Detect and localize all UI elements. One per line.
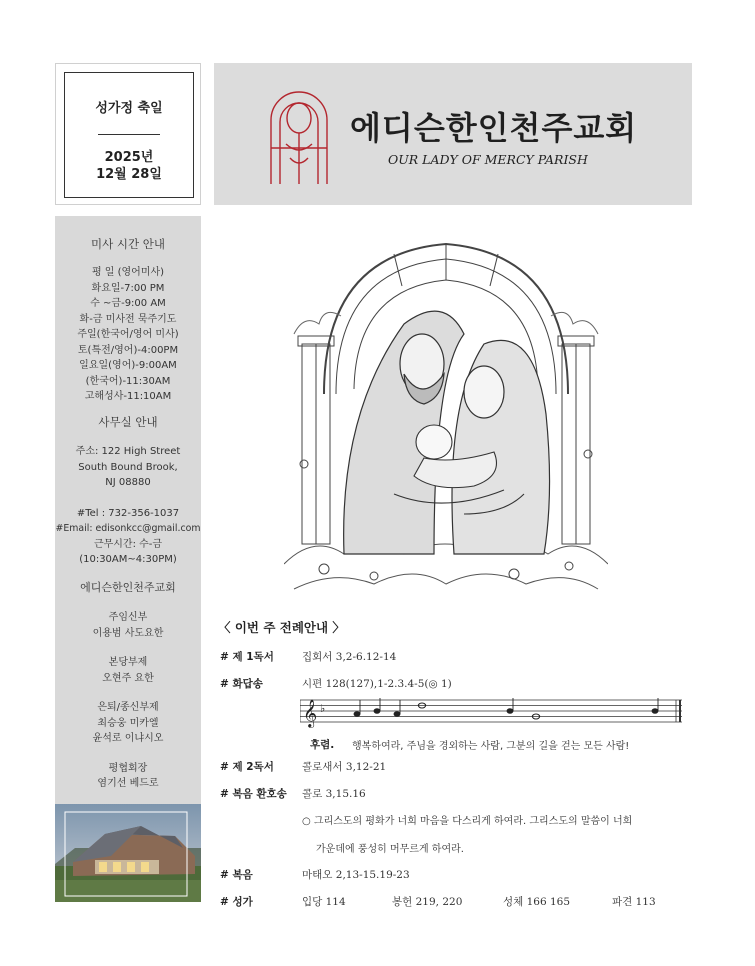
parish-name-english: OUR LADY OF MERCY PARISH [388, 152, 588, 167]
refrain-text: 행복하여라, 주님을 경외하는 사람, 그분의 길을 걷는 모든 사람! [352, 741, 630, 752]
clergy-person: 염기선 베드로 [97, 778, 159, 789]
clergy-role: 본당부제 [108, 657, 148, 668]
date-box-inner [64, 72, 194, 198]
mass-time-line: 주일(한국어/영어 미사) [77, 329, 179, 340]
liturgy-title: 〈 이번 주 전례안내 〉 [218, 620, 345, 635]
office-section [55, 414, 201, 568]
parish-header [214, 63, 692, 205]
first-reading-label: # 제 1독서 [220, 651, 274, 663]
office-address-line: South Bound Brook, [78, 461, 178, 473]
svg-text:𝄞: 𝄞 [303, 699, 318, 727]
hymn-entrance: 입당 114 [302, 896, 346, 908]
hymn-recessional: 파견 113 [612, 896, 656, 908]
hymn-communion: 성체 166 165 [503, 896, 571, 908]
clergy-role: 은퇴/종신부제 [97, 702, 159, 713]
hymns-label: # 성가 [220, 896, 253, 908]
mass-time-line: (한국어)-11:30AM [85, 375, 171, 387]
refrain-label: 후렴. [310, 739, 335, 751]
holy-family-illustration [284, 214, 608, 610]
mass-time-line: 일요일(영어)-9:00AM [79, 360, 177, 371]
mass-time-line: 수 ~금-9:00 AM [90, 298, 166, 309]
gospel-acclamation-line: ○ 그리스도의 평화가 너희 마음을 다스리게 하여라. 그리스도의 말씀이 너희 [302, 816, 633, 827]
parish-logo-icon [266, 84, 332, 186]
gospel-acclamation-label: # 복음 환호송 [220, 788, 287, 800]
clergy-person: 최승웅 미카엘 [97, 717, 159, 729]
office-heading: 사무실 안내 [98, 415, 158, 429]
mass-times-heading: 미사 시간 안내 [91, 237, 165, 251]
clergy-person: 오현주 요한 [102, 672, 154, 684]
music-staff [300, 694, 684, 728]
office-hours-time: (10:30AM~4:30PM) [79, 554, 177, 565]
mass-times-section [55, 236, 201, 405]
office-phone: #Tel : 732-356-1037 [76, 507, 180, 519]
mass-time-line: 평 일 (영어미사) [91, 267, 165, 278]
gospel-label: # 복음 [220, 869, 253, 881]
second-reading-text: 콜로새서 3,12-21 [302, 761, 387, 773]
psalm-text: 시편 128(127),1-2.3.4-5(◎ 1) [302, 678, 452, 690]
mass-time-line: 토(특전/영어)-4:00PM [77, 344, 179, 356]
second-reading-label: # 제 2독서 [220, 761, 274, 773]
psalm-label: # 화답송 [220, 678, 263, 690]
church-building-photo [55, 804, 201, 902]
first-reading-text: 집회서 3,2-6.12-14 [302, 651, 397, 663]
office-address-line: NJ 08880 [105, 477, 151, 488]
hymn-offertory: 봉헌 219, 220 [392, 896, 463, 908]
clergy-person: 윤석로 이냐시오 [92, 733, 164, 744]
date-divider [98, 134, 160, 135]
date-year: 2025년 [104, 150, 154, 165]
clergy-role: 평협회장 [108, 762, 148, 774]
date-day: 12월 28일 [96, 167, 162, 182]
mass-time-line: 화-금 미사전 묵주기도 [79, 313, 177, 325]
office-address-line: 주소: 122 High Street [75, 446, 181, 457]
office-email: #Email: edisonkcc@gmail.com [55, 523, 201, 534]
gospel-acclamation-line: 가운데에 풍성히 머무르게 하여라. [316, 844, 464, 855]
svg-text:♭: ♭ [320, 702, 326, 715]
clergy-section [55, 579, 201, 792]
office-hours: 근무시간: 수-금 [93, 538, 163, 550]
sidebar [55, 216, 201, 804]
clergy-heading: 에디슨한인천주교회 [80, 581, 176, 594]
mass-time-line: 화요일-7:00 PM [91, 282, 165, 294]
mass-time-line: 고해성사-11:10AM [84, 391, 172, 402]
parish-name-korean: 에디슨한인천주교회 [350, 109, 638, 147]
gospel-acclamation-ref: 콜로 3,15.16 [302, 788, 366, 800]
clergy-person: 이용범 사도요한 [92, 627, 164, 639]
gospel-text: 마태오 2,13-15.19-23 [302, 869, 410, 881]
feast-name: 성가정 축일 [95, 101, 163, 116]
date-box [55, 63, 201, 205]
clergy-role: 주임신부 [108, 612, 148, 623]
